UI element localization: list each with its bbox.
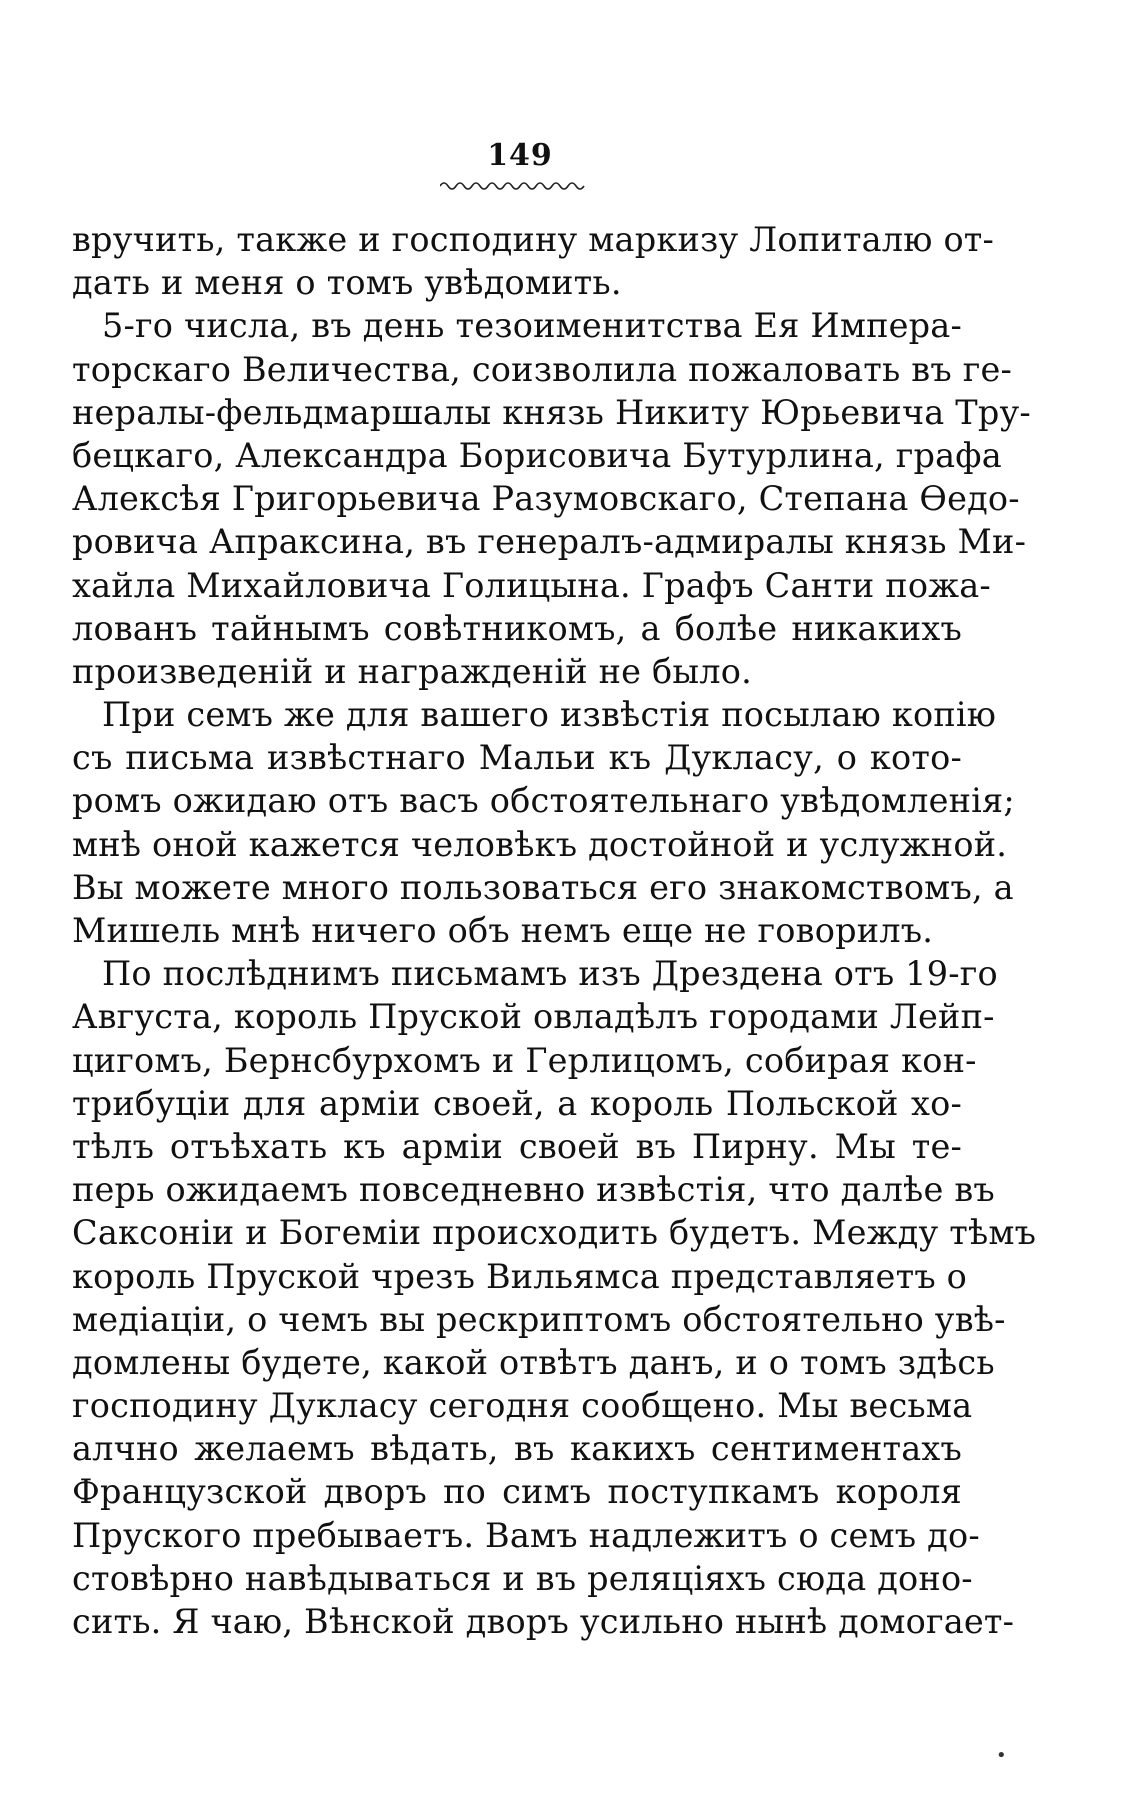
text-line: трибуціи для арміи своей, а король Польской хо- — [72, 1083, 962, 1123]
text-line: Вы можете много пользоваться его знакомствомъ, а — [72, 867, 1014, 907]
text-line: Алексѣя Григорьевича Разумовскаго, Степана Ѳедо- — [72, 479, 1020, 519]
text-line: цигомъ, Бернсбурхомъ и Герлицомъ, собирая кон- — [72, 1040, 977, 1080]
text-line: сить. Я чаю, Вѣнской дворъ усильно нынѣ домогает- — [72, 1602, 1015, 1641]
page-number: 149 — [487, 138, 553, 173]
paragraph-2 — [72, 304, 1031, 693]
text-line: ровича Апраксина, въ генералъ-адмиралы князь Ми- — [72, 522, 1027, 562]
text-line: Французской дворъ по симъ поступкамъ короля — [72, 1472, 962, 1512]
body-text — [72, 218, 1037, 1643]
text-line: съ письма извѣстнаго Мальи къ Дукласу, о кото- — [72, 738, 962, 778]
text-line: домлены будете, какой отвѣтъ данъ, и о томъ здѣсь — [72, 1342, 995, 1382]
paragraph-1 — [72, 218, 995, 304]
text-line: стовѣрно навѣдываться и въ реляціяхъ сюда доно- — [72, 1558, 973, 1598]
text-line: Саксоніи и Богеміи происходить будетъ. Между тѣмъ — [72, 1213, 1037, 1253]
text-line: господину Дукласу сегодня сообщено. Мы весьма — [72, 1386, 973, 1426]
text-line: алчно желаемъ вѣдать, въ какихъ сентиментахъ — [72, 1429, 962, 1469]
text-line: Мишель мнѣ ничего объ немъ еще не говорилъ. — [72, 911, 934, 950]
text-line: тѣлъ отъѣхать къ арміи своей въ Пирну. Мы те- — [72, 1126, 962, 1166]
text-line: хайла Михайловича Голицына. Графъ Санти пожа- — [72, 565, 991, 605]
text-line: ромъ ожидаю отъ васъ обстоятельнаго увѣдомленія; — [72, 781, 1015, 821]
text-line: медіаціи, о чемъ вы рескриптомъ обстоятельно увѣ- — [72, 1299, 1006, 1339]
text-line: вручить, также и господину маркизу Лопиталю от- — [72, 220, 995, 259]
paragraph-4 — [72, 952, 1037, 1643]
scan-speck: • — [996, 1745, 1007, 1766]
text-line: перь ожидаемъ повседневно извѣстія, что далѣе въ — [72, 1170, 995, 1210]
text-line: 5-го числа, въ день тезоименитства Ея Импера- — [102, 306, 962, 346]
text-line: Августа, король Пруской овладѣлъ городами Лейп- — [72, 997, 995, 1037]
wavy-ornament-divider — [440, 180, 590, 192]
text-line: При семъ же для вашего извѣстія посылаю копію — [102, 695, 997, 735]
text-line: По послѣднимъ письмамъ изъ Дрездена отъ 19-го — [102, 954, 998, 994]
text-line: произведеній и награжденій не было. — [72, 651, 752, 691]
text-line: дать и меня о томъ увѣдомить. — [72, 263, 622, 303]
text-line: мнѣ оной кажется человѣкъ достойной и услужной. — [72, 824, 1008, 864]
text-line: торскаго Величества, соизволила пожаловать въ ге- — [72, 349, 1013, 389]
text-line: лованъ тайнымъ совѣтникомъ, а болѣе никакихъ — [72, 608, 962, 648]
paragraph-3 — [72, 693, 1015, 952]
text-line: бецкаго, Александра Борисовича Бутурлина, графа — [72, 435, 1002, 475]
text-line: Пруского пребываетъ. Вамъ надлежитъ о семъ до- — [72, 1515, 980, 1555]
text-line: нералы-фельдмаршалы князь Никиту Юрьевича Тру- — [72, 392, 1031, 432]
text-line: король Пруской чрезъ Вильямса представляетъ о — [72, 1256, 968, 1296]
